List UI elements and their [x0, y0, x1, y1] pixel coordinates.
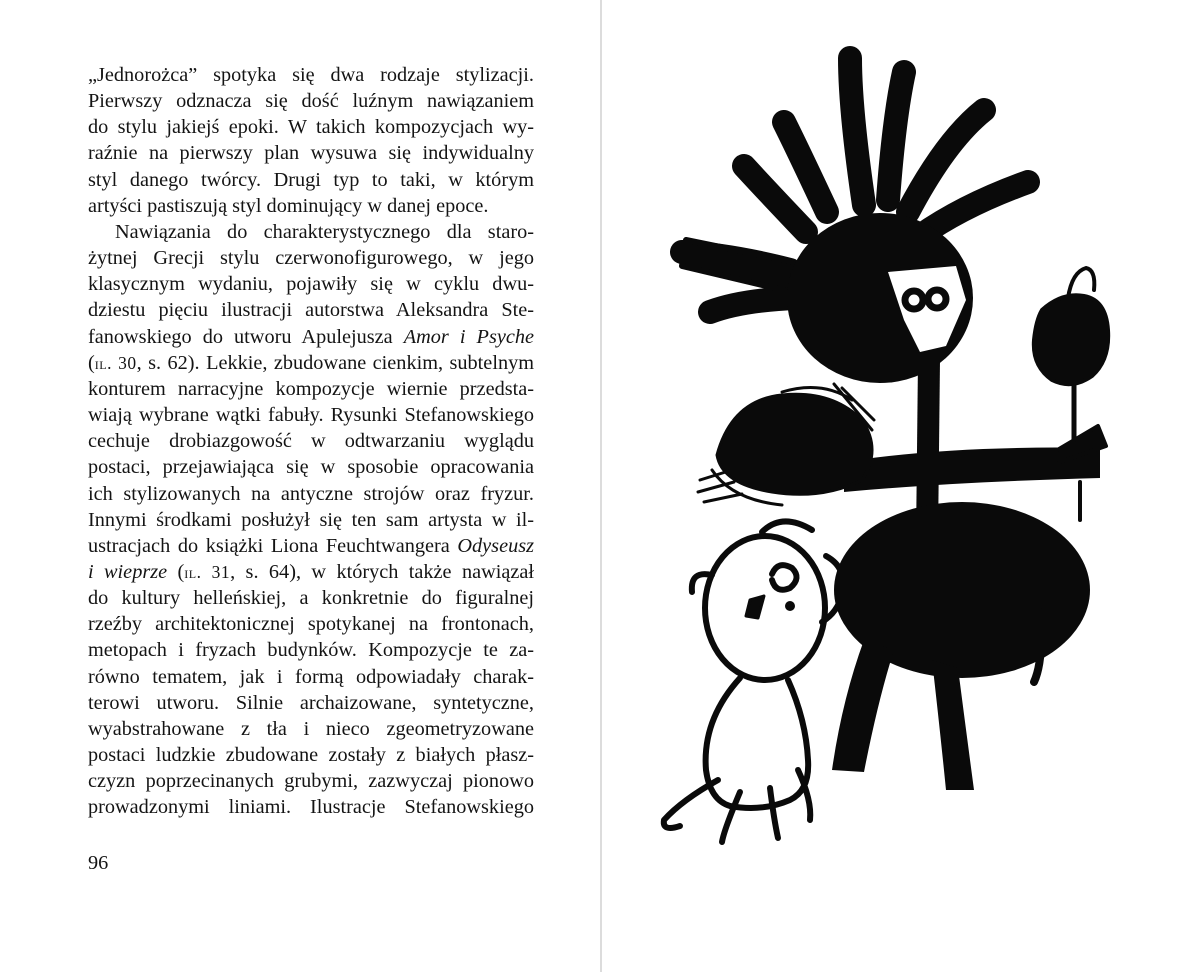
text-line: wiają wybrane wątki fabuły. Rysunki Stefanowskiego — [88, 404, 534, 427]
text-line: klasycznym wydaniu, pojawiły się w cyklu dwu- — [88, 273, 534, 296]
text-line: rzeźby architektonicznej spotykanej na frontonach, — [88, 613, 534, 636]
text-run: ( — [167, 560, 185, 583]
small-tree — [1034, 268, 1108, 520]
title-amor-i-psyche: Amor i Psyche — [403, 325, 534, 348]
figure-head-ray-left — [682, 240, 794, 292]
text-line: do stylu jakiejś epoki. W takich kompozycjach wy- — [88, 116, 534, 139]
text-run: ( — [88, 351, 95, 374]
text-line — [88, 350, 534, 376]
ink-illustration — [602, 0, 1200, 972]
text-line: czyzn poprzecinanych grubymi, zazwyczaj pionowo — [88, 770, 534, 793]
text-line: postaci ludzkie zbudowane zostały z białych płasz- — [88, 744, 534, 767]
small-figure-leg-1 — [664, 780, 718, 828]
text-line: postaci, przejawiająca się w sposobie opracowania — [88, 456, 534, 479]
text-line: Innymi środkami posłużył się ten sam artysta w il- — [88, 508, 534, 531]
text-line: Pierwszy odznacza się dość luźnym nawiązaniem — [88, 90, 534, 113]
small-figure-body — [706, 678, 809, 808]
text-line: dziestu pięciu ilustracji autorstwa Aleksandra Ste- — [88, 299, 534, 322]
text-line: konturem narracyjne kompozycje wiernie przedsta- — [88, 377, 534, 400]
text-run: fanowskiego do utworu Apulejusza — [88, 325, 404, 348]
text-line: metopach i fryzach budynków. Kompozycje te za- — [88, 639, 534, 662]
figure-leg-right — [932, 660, 974, 790]
small-figure-leg-3 — [770, 788, 778, 838]
body-text — [88, 62, 534, 821]
paragraph-first-line: Nawiązania do charakterystycznego dla staro- — [115, 220, 534, 243]
text-line: cechuje drobiazgowość w odtwarzaniu wyglądu — [88, 430, 534, 453]
text-run: , s. 62). Lekkie, zbudowane cienkim, subtelnym — [136, 351, 535, 374]
text-line: artyści pastiszują styl dominujący w danej epoce. — [88, 194, 489, 217]
text-line: raźnie na pierwszy plan wysuwa się indywidualny — [88, 142, 534, 165]
title-odyseusz: Odyseusz — [457, 534, 534, 557]
text-line: ich stylizowanych na antyczne strojów oraz fryzur. — [88, 482, 534, 505]
page-number: 96 — [88, 852, 109, 874]
text-line: terowi utworu. Silnie archaizowane, syntetyczne, — [88, 691, 534, 714]
small-figure-eye — [772, 565, 797, 590]
small-figure-head — [705, 536, 825, 680]
text-run: , s. 64), w których także nawiązał — [230, 560, 535, 583]
right-page — [602, 0, 1200, 972]
text-line: żytnej Grecji stylu czerwonofigurowego, w jego — [88, 247, 534, 270]
small-figure — [664, 521, 843, 842]
illustration-reference: il. 30 — [94, 352, 137, 373]
text-line: równo tematem, jak i formą odpowiadały charak- — [88, 665, 534, 688]
text-line: wyabstrahowane z tła i nieco zgeometryzowane — [88, 717, 534, 740]
text-run: ustracjach do książki Liona Feuchtwangera — [88, 534, 458, 557]
small-figure-nose — [746, 596, 764, 618]
hatched-bush — [698, 384, 874, 505]
text-line: „Jednorożca” spotyka się dwa rodzaje stylizacji. — [88, 64, 534, 86]
text-line: styl danego twórcy. Drugi typ to taki, w którym — [88, 168, 534, 191]
text-line: prowadzonymi liniami. Ilustracje Stefanowskiego — [88, 796, 534, 819]
illustration-reference: il. 31 — [184, 561, 231, 582]
text-line — [88, 559, 534, 585]
figure-leg-left — [832, 640, 894, 772]
text-line: do kultury helleńskiej, a konkretnie do figuralnej — [88, 587, 534, 610]
text-line — [88, 533, 534, 559]
small-figure-cheek — [785, 601, 795, 611]
small-figure-hair — [762, 521, 812, 532]
title-i-wieprze: i wieprze — [88, 560, 168, 583]
text-line — [88, 324, 534, 350]
small-figure-leg-2 — [722, 792, 740, 842]
